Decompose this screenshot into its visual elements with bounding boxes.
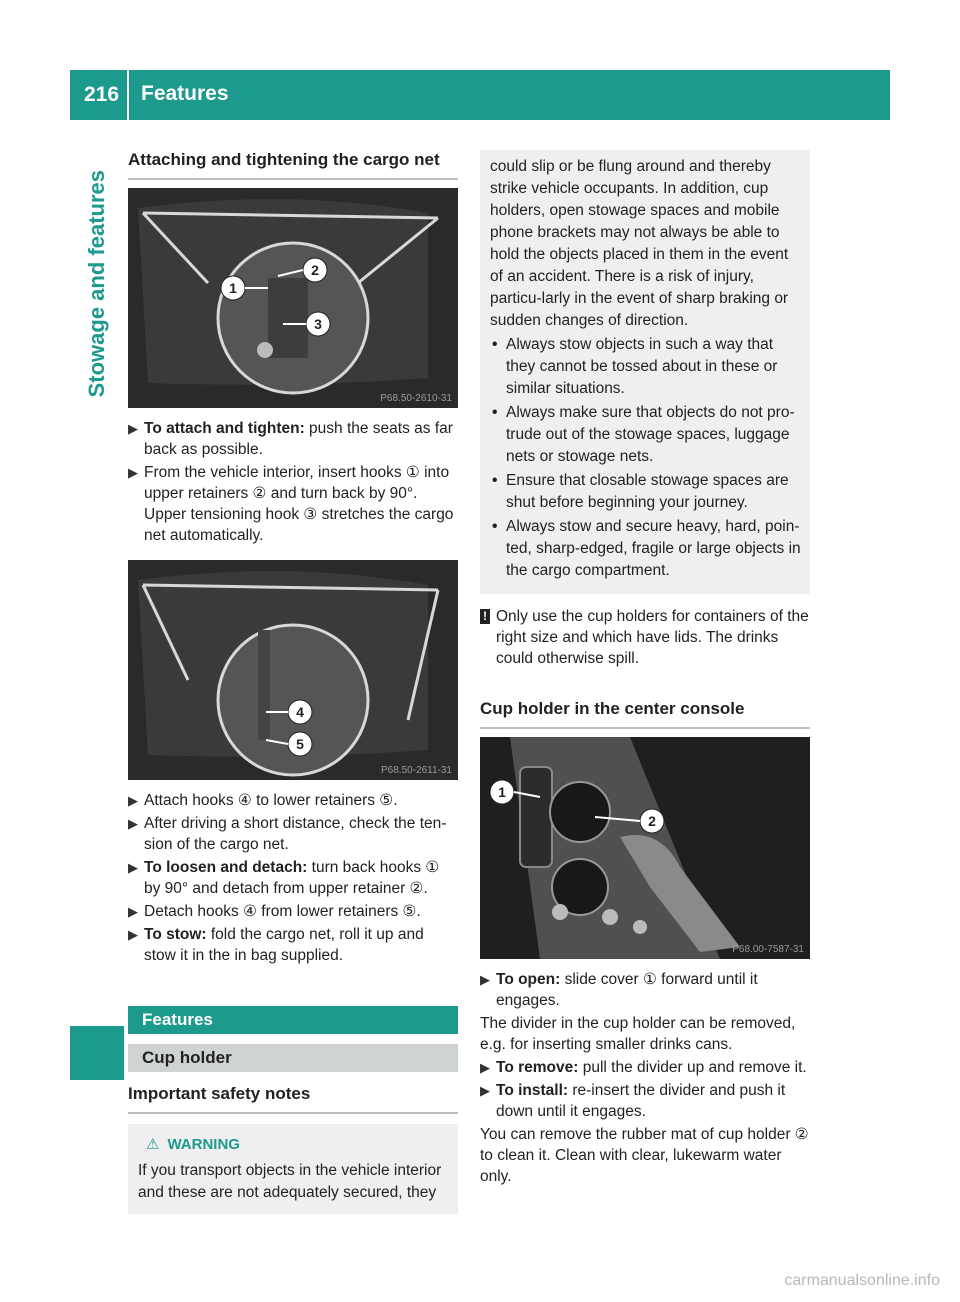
step-arrow-icon: ▶ [480, 972, 490, 987]
step-item: ▶ To loosen and detach: turn back hooks ① by 90° and detach from upper retainer ②. [128, 859, 440, 897]
side-tab-marker [70, 1026, 124, 1080]
section-title-cargo-net: Attaching and tightening the cargo net [128, 150, 458, 180]
step-item: ▶ Detach hooks ④ from lower retainers ⑤. [128, 903, 421, 920]
step-arrow-icon: ▶ [128, 421, 138, 436]
figure-cargo-net-lower [128, 560, 458, 780]
side-tab-label: Stowage and features [84, 170, 109, 398]
callout-1: 1 [498, 784, 506, 800]
figure-code: P68.50-2611-31 [381, 765, 452, 776]
page-number: 216 [84, 83, 120, 106]
figure-cup-holder [480, 737, 810, 959]
step-arrow-icon: ▶ [128, 904, 138, 919]
step-item: ▶ After driving a short distance, check the ten-sion of the cargo net. [128, 815, 447, 853]
rubber-mat-paragraph: You can remove the rubber mat of cup holder ② to clean it. Clean with clear, lukewarm water only. [480, 1126, 809, 1185]
cup-holder-bar: Cup holder [128, 1044, 458, 1072]
step-arrow-icon: ▶ [128, 927, 138, 942]
step-arrow-icon: ▶ [128, 465, 138, 480]
right-column [480, 150, 810, 1189]
features-bar: Features [128, 1006, 458, 1034]
steps-lower [128, 790, 458, 966]
warning-triangle-icon: ⚠ [146, 1136, 160, 1153]
step-item: ▶ From the vehicle interior, insert hooks ① into upper retainers ② and turn back by 90°. Upper tensioning hook ③ stretches the cargo net automatically. [128, 464, 454, 544]
side-tab [70, 140, 124, 1080]
warning-continued-text: could slip or be flung around and thereby strike vehicle occupants. In addition, cup holders, open stowage spaces and mobile phone brackets may not always be able to hold the objects placed in them in the event of an accident. There is a risk of injury, particu-larly in the event of sharp braking or sudden changes of direction. [490, 158, 789, 329]
section-title-cup-holder: Cup holder in the center console [480, 699, 810, 729]
figure-cargo-net-upper-illustration [128, 188, 458, 408]
left-column [128, 150, 458, 1214]
safety-notes-title: Important safety notes [128, 1084, 458, 1114]
figure-code: P68.50-2610-31 [380, 393, 452, 404]
header-separator [127, 70, 129, 120]
warning-header: ⚠ WARNING [138, 1134, 450, 1156]
callout-5: 5 [296, 736, 304, 752]
warning-bullet: • Always stow objects in such a way that they cannot be tossed about in these or similar situations. [492, 336, 778, 397]
warning-box [128, 1124, 458, 1214]
page-header [70, 70, 890, 120]
note-block: ! Only use the cup holders for containers of the right size and which have lids. The drinks could otherwise spill. [480, 606, 810, 669]
header-title: Features [141, 82, 229, 105]
step-arrow-icon: ▶ [128, 816, 138, 831]
steps-attach [128, 418, 458, 546]
step-item: ▶ To open: slide cover ① forward until it engages. [480, 971, 758, 1009]
step-item: ▶ To attach and tighten: push the seats as far back as possible. [128, 420, 453, 458]
figure-code: P68.00-7587-31 [732, 944, 804, 955]
step-arrow-icon: ▶ [480, 1060, 490, 1075]
warning-box-continued [480, 150, 810, 594]
callout-3: 3 [314, 316, 322, 332]
warning-bullet: • Always stow and secure heavy, hard, poin-ted, sharp-edged, fragile or large objects in the cargo compartment. [492, 518, 801, 579]
warning-text: If you transport objects in the vehicle interior and these are not adequately secured, they [138, 1162, 442, 1201]
callout-2: 2 [648, 813, 656, 829]
figure-cargo-net-upper [128, 188, 458, 408]
figure-cup-holder-illustration [480, 737, 810, 959]
step-item: ▶ To stow: fold the cargo net, roll it up and stow it in the in bag supplied. [128, 926, 424, 964]
step-arrow-icon: ▶ [128, 793, 138, 808]
figure-cargo-net-lower-illustration [128, 560, 458, 780]
callout-4: 4 [296, 704, 304, 720]
callout-2: 2 [311, 262, 319, 278]
step-arrow-icon: ▶ [128, 860, 138, 875]
step-item: ▶ To remove: pull the divider up and remove it. [480, 1059, 807, 1076]
step-item: ▶ Attach hooks ④ to lower retainers ⑤. [128, 792, 398, 809]
warning-bullet: • Ensure that closable stowage spaces are shut before beginning your journey. [492, 472, 789, 511]
divider-paragraph: The divider in the cup holder can be removed, e.g. for inserting smaller drinks cans. [480, 1015, 796, 1053]
callout-1: 1 [229, 280, 237, 296]
exclamation-icon: ! [480, 609, 490, 624]
warning-bullet: • Always make sure that objects do not pro-trude out of the stowage spaces, luggage nets or stowage nets. [492, 404, 795, 465]
footer-watermark: carmanualsonline.info [784, 1272, 940, 1289]
step-arrow-icon: ▶ [480, 1083, 490, 1098]
step-item: ▶ To install: re-insert the divider and push it down until it engages. [480, 1082, 786, 1120]
